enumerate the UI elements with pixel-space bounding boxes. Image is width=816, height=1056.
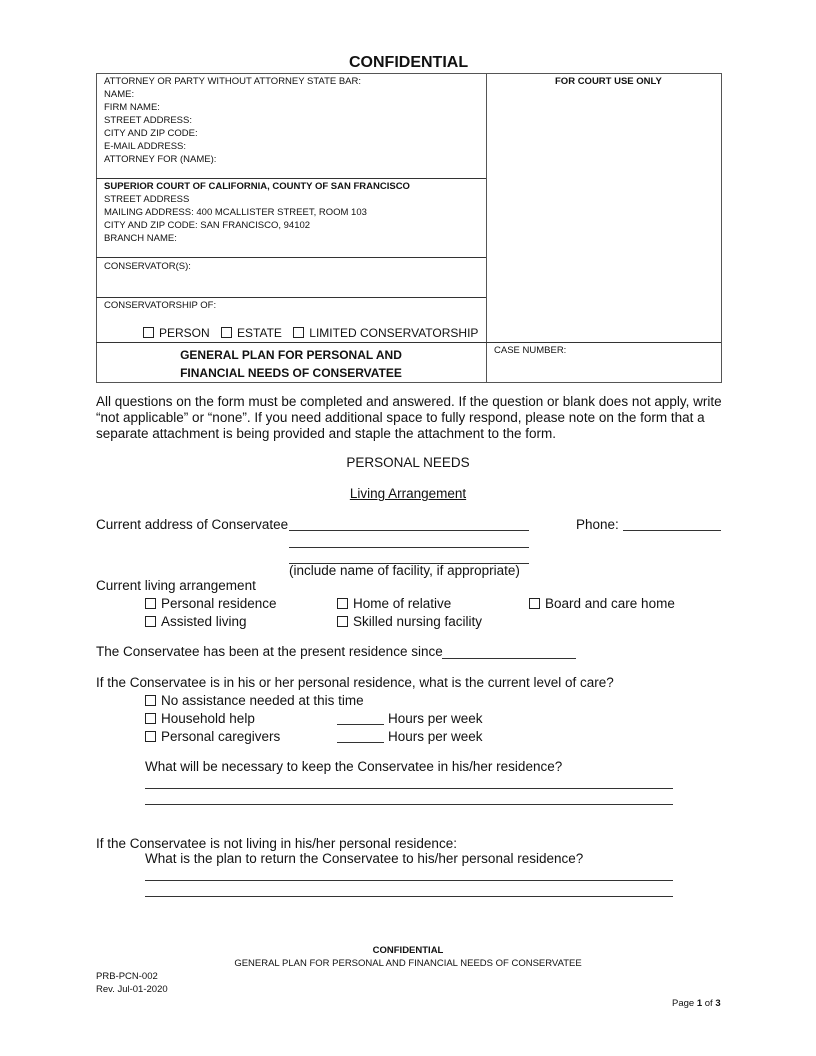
since-label: The Conservatee has been at the present residence since [96,644,443,659]
phone-label: Phone: [576,517,619,532]
option-label: Personal caregivers [161,729,281,744]
checkbox[interactable] [337,616,348,627]
confidential-title: CONFIDENTIAL [349,54,469,71]
court-street: STREET ADDRESS [104,194,190,205]
checkbox[interactable] [145,598,156,609]
estate-checkbox[interactable] [221,327,232,338]
option-label: No assistance needed at this time [161,693,364,708]
footer-title: GENERAL PLAN FOR PERSONAL AND FINANCIAL NEEDS OF CONSERVATEE [234,958,582,969]
revision: Rev. Jul-01-2020 [96,984,168,995]
option-label: Household help [161,711,255,726]
option-label: Assisted living [161,614,247,629]
instructions [96,394,722,442]
attorney-block [104,75,305,166]
section-heading: PERSONAL NEEDS [346,455,470,470]
person-label: PERSON [159,326,210,340]
page-prefix: Page [672,998,697,1009]
return-question: What is the plan to return the Conservatee to his/her personal residence? [145,851,584,866]
option-label: Personal residence [161,596,277,611]
subsection-wrap [0,486,816,501]
option-personal-caregivers[interactable] [145,729,280,744]
answer-line[interactable] [145,880,673,881]
caregiver-hours-line[interactable] [337,742,384,743]
form-id: PRB-PCN-002 [96,971,158,982]
court-use-label: FOR COURT USE ONLY [555,76,662,87]
court-name: SUPERIOR COURT OF CALIFORNIA, COUNTY OF SAN FRANCISCO [104,181,410,192]
facility-note: (include name of facility, if appropriate) [289,563,520,578]
email-label: E-MAIL ADDRESS: [104,141,187,152]
person-checkbox[interactable] [143,327,154,338]
divider [96,257,486,258]
estate-label: ESTATE [237,326,282,340]
phone-line[interactable] [623,530,721,531]
form-title-line: FINANCIAL NEEDS OF CONSERVATEE [180,366,402,380]
case-number-label: CASE NUMBER: [494,345,567,356]
option-board-and-care[interactable] [529,596,675,611]
court-city: CITY AND ZIP CODE: SAN FRANCISCO, 94102 [104,220,311,231]
form-title [96,346,486,382]
keep-question: What will be necessary to keep the Conservatee in his/her residence? [145,759,563,774]
answer-line[interactable] [145,788,673,789]
since-line[interactable] [442,658,576,659]
limited-label: LIMITED CONSERVATORSHIP [309,326,479,340]
court-mailing: MAILING ADDRESS: 400 MCALLISTER STREET, ROOM 103 [104,207,367,218]
form-title-line: GENERAL PLAN FOR PERSONAL AND [180,348,402,362]
address-line-2[interactable] [289,547,529,548]
option-label: Home of relative [353,596,452,611]
divider [96,178,486,179]
attorney-for-label: ATTORNEY FOR (NAME): [104,154,217,165]
option-home-of-relative[interactable] [337,596,451,611]
care-question: If the Conservatee is in his or her personal residence, what is the current level of care? [96,675,614,690]
checkbox[interactable] [145,616,156,627]
total-pages: 3 [715,998,721,1009]
current-page: 1 [696,998,703,1009]
checkbox[interactable] [337,598,348,609]
checkbox[interactable] [145,731,156,742]
street-label: STREET ADDRESS: [104,115,192,126]
hours-label: Hours per week [388,711,483,726]
conservatorship-options [143,326,478,340]
option-label: Board and care home [545,596,675,611]
conservatorship-label: CONSERVATORSHIP OF: [104,300,217,311]
name-label: NAME: [104,89,135,100]
answer-line[interactable] [145,896,673,897]
checkbox[interactable] [529,598,540,609]
branch-name: BRANCH NAME: [104,233,177,244]
divider [96,342,721,343]
option-label: Skilled nursing facility [353,614,483,629]
firm-label: FIRM NAME: [104,102,160,113]
option-household-help[interactable] [145,711,255,726]
city-label: CITY AND ZIP CODE: [104,128,198,139]
attorney-label: ATTORNEY OR PARTY WITHOUT ATTORNEY [104,76,305,87]
court-block [104,180,410,245]
household-hours-line[interactable] [337,724,384,725]
option-no-assistance[interactable] [145,693,364,708]
not-living-label: If the Conservatee is not living in his/her personal residence: [96,836,457,851]
living-label: Current living arrangement [96,578,256,593]
address-line-1[interactable] [289,530,529,531]
option-personal-residence[interactable] [145,596,277,611]
page-number [672,997,721,1010]
address-label: Current address of Conservatee [96,517,289,532]
instruction-line: All questions on the form must be completed and answered. If the question or blank does not apply, write [96,394,722,409]
conservators-label: CONSERVATOR(S): [104,261,191,272]
divider [96,297,486,298]
option-assisted-living[interactable] [145,614,247,629]
column-divider [486,73,487,382]
option-skilled-nursing[interactable] [337,614,482,629]
instruction-line: “not applicable” or “none”. If you need additional space to fully respond, please note on the form that a [96,410,705,425]
page-of: of [702,998,716,1009]
hours-label: Hours per week [388,729,483,744]
checkbox[interactable] [145,695,156,706]
checkbox[interactable] [145,713,156,724]
footer-confidential: CONFIDENTIAL [372,945,444,956]
subsection-heading: Living Arrangement [349,486,467,501]
answer-line[interactable] [145,804,673,805]
instruction-line: separate attachment is being provided and staple the attachment to the form. [96,426,557,441]
limited-checkbox[interactable] [293,327,304,338]
state-bar-label: STATE BAR: [307,76,362,87]
